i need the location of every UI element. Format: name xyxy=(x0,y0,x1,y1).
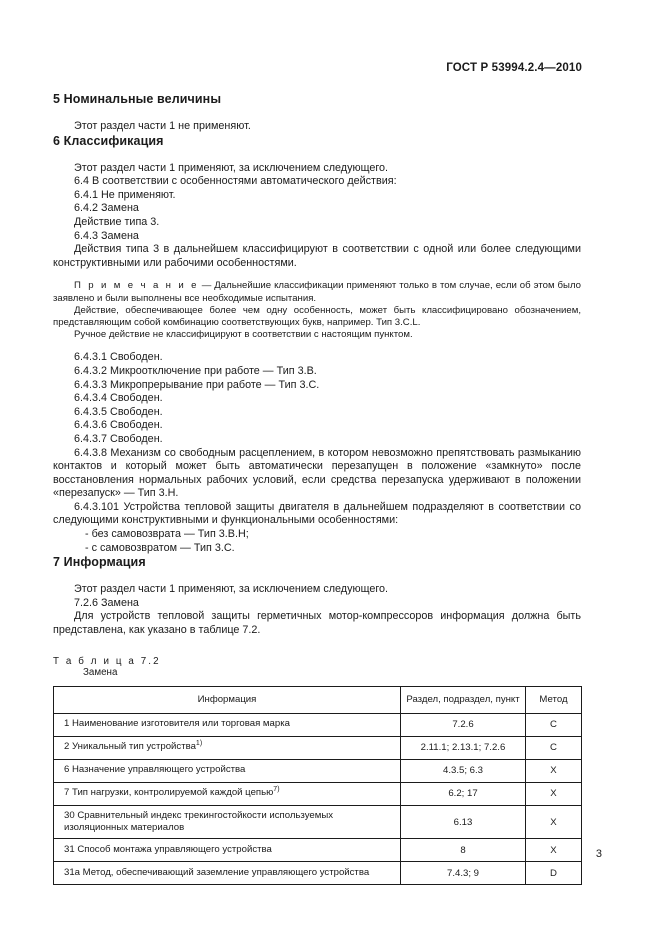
table-row xyxy=(54,805,582,839)
clause-6-4-3-1: 6.4.3.1 Свободен. xyxy=(74,351,163,364)
note-paragraph-3: Ручное действие не классифицируют в соответствии с настоящим пунктом. xyxy=(74,329,413,341)
note-paragraph-2: Действие, обеспечивающее более чем одну особенность, может быть классифицировано обозначением, представляющим собой комбинацию соответствующих букв, например. Тип 3.C.L. xyxy=(53,304,581,328)
table-caption-sub: Замена xyxy=(83,666,118,678)
cell-information-text: 2 Уникальный тип устройства xyxy=(64,741,196,753)
column-header-clause: Раздел, подраздел, пункт xyxy=(401,686,526,713)
column-header-method: Метод xyxy=(526,686,582,713)
clause-6-4-3-5: 6.4.3.5 Свободен. xyxy=(74,405,163,418)
cell-method: X xyxy=(526,839,582,862)
page-content xyxy=(53,92,581,885)
clause-6-4-3-2: 6.4.3.2 Микроотключение при работе — Тип 3.B. xyxy=(74,364,317,377)
table-head xyxy=(54,686,582,713)
column-header-information: Информация xyxy=(54,686,401,713)
table-row xyxy=(54,862,582,885)
cell-information xyxy=(54,782,401,805)
cell-clause: 6.2; 17 xyxy=(401,782,526,805)
cell-method: X xyxy=(526,805,582,839)
clause-7-2-6-text: Для устройств тепловой защиты герметичных мотор-компрессоров информация должна быть представлена, как указано в таблице 7.2. xyxy=(53,610,581,637)
clause-6-4-3: 6.4.3 Замена xyxy=(74,229,139,242)
cell-information-text: 31 Способ монтажа управляющего устройства xyxy=(64,844,272,856)
spacer xyxy=(53,148,581,162)
cell-information xyxy=(54,805,401,839)
section-7-paragraph-1: Этот раздел части 1 применяют, за исключением следующего. xyxy=(74,583,389,596)
spacer xyxy=(53,106,581,120)
note-label: П р и м е ч а н и е xyxy=(74,280,199,292)
table-row xyxy=(54,736,582,759)
cell-information xyxy=(54,862,401,885)
cell-method: X xyxy=(526,759,582,782)
cell-clause: 2.11.1; 2.13.1; 7.2.6 xyxy=(401,736,526,759)
section-6-paragraph-1: Этот раздел части 1 применяют, за исключением следующего. xyxy=(74,161,389,174)
table-row xyxy=(54,839,582,862)
table-row xyxy=(54,782,582,805)
clause-7-2-6: 7.2.6 Замена xyxy=(74,596,139,609)
cell-clause: 6.13 xyxy=(401,805,526,839)
table-body xyxy=(54,713,582,885)
cell-clause: 7.4.3; 9 xyxy=(401,862,526,885)
cell-information xyxy=(54,713,401,736)
spacer xyxy=(53,569,581,583)
clause-6-4-3-101-item-2: - с самовозвратом — Тип 3.C. xyxy=(85,541,235,554)
cell-method: X xyxy=(526,782,582,805)
section-5-paragraph-1: Этот раздел части 1 не применяют. xyxy=(74,120,251,132)
clause-6-4-3-6: 6.4.3.6 Свободен. xyxy=(74,419,163,432)
cell-method: C xyxy=(526,713,582,736)
table-caption: Т а б л и ц а 7.2 xyxy=(53,655,161,667)
cell-information-text: 31a Метод, обеспечивающий заземление управляющего устройства xyxy=(64,867,370,879)
note-paragraph xyxy=(53,280,581,304)
cell-information-text: 6 Назначение управляющего устройства xyxy=(64,764,246,776)
clause-6-4-3-101-item-1: - без самовозврата — Тип 3.B.H; xyxy=(85,528,249,541)
cell-information-text: 1 Наименование изготовителя или торговая марка xyxy=(64,718,290,730)
clause-6-4-3-7: 6.4.3.7 Свободен. xyxy=(74,432,163,445)
cell-information xyxy=(54,736,401,759)
table-header-row xyxy=(54,686,582,713)
cell-information xyxy=(54,759,401,782)
clause-6-4-3-8: 6.4.3.8 Механизм со свободным расцеплением, в котором невозможно препятствовать размыканию контактов и который может быть автоматически перезапущен в положение «замкнуто» после восстановления нормальных рабочих условий, если средства перезапуска удерживают в положении «перезапуск» — Тип 3.H. xyxy=(53,446,581,500)
clause-6-4-3-3: 6.4.3.3 Микропрерывание при работе — Тип 3.C. xyxy=(74,378,320,391)
cell-information-text: 7 Тип нагрузки, контролируемой каждой цепью xyxy=(64,787,274,799)
spacer xyxy=(53,638,581,656)
table-row xyxy=(54,759,582,782)
cell-information-text: 30 Сравнительный индекс трекингостойкости используемых изоляционных материалов xyxy=(64,809,334,834)
clause-6-4-2: 6.4.2 Замена xyxy=(74,202,139,215)
cell-information-footnote: 1) xyxy=(195,740,203,748)
clause-6-4-3-text: Действия типа 3 в дальнейшем классифицируют в соответствии с одной или более следующими конструктивными или рабочими особенностями. xyxy=(53,243,581,269)
spacer xyxy=(53,270,581,280)
heading-section-6: 6 Классификация xyxy=(53,133,164,148)
cell-clause: 8 xyxy=(401,839,526,862)
clause-6-4-1: 6.4.1 Не применяют. xyxy=(74,188,176,201)
cell-clause: 7.2.6 xyxy=(401,713,526,736)
running-header: ГОСТ Р 53994.2.4—2010 xyxy=(446,62,582,74)
clause-6-4-3-4: 6.4.3.4 Свободен. xyxy=(74,392,163,405)
heading-section-7: 7 Информация xyxy=(53,555,146,570)
clause-6-4: 6.4 В соответствии с особенностями автоматического действия: xyxy=(74,175,397,188)
note-text: Дальнейшие классификации применяют только в том случае, если об этом было заявлено и были выполнены все необходимые испытания. xyxy=(53,280,581,304)
clause-6-4-3-101: 6.4.3.101 Устройства тепловой защиты двигателя в дальнейшем подразделяют в соответствии со следующими конструктивными и функциональными особенностями: xyxy=(53,500,581,527)
information-table xyxy=(53,686,582,886)
heading-section-5: 5 Номинальные величины xyxy=(53,92,222,106)
cell-method: C xyxy=(526,736,582,759)
page-number: 3 xyxy=(595,848,602,860)
table-row xyxy=(54,713,582,736)
cell-information-footnote: 7) xyxy=(273,786,280,794)
spacer xyxy=(53,341,581,351)
clause-6-4-2-text: Действие типа 3. xyxy=(74,215,160,228)
note-dash: — xyxy=(198,280,215,292)
cell-information xyxy=(54,839,401,862)
cell-clause: 4.3.5; 6.3 xyxy=(401,759,526,782)
cell-method: D xyxy=(526,862,582,885)
